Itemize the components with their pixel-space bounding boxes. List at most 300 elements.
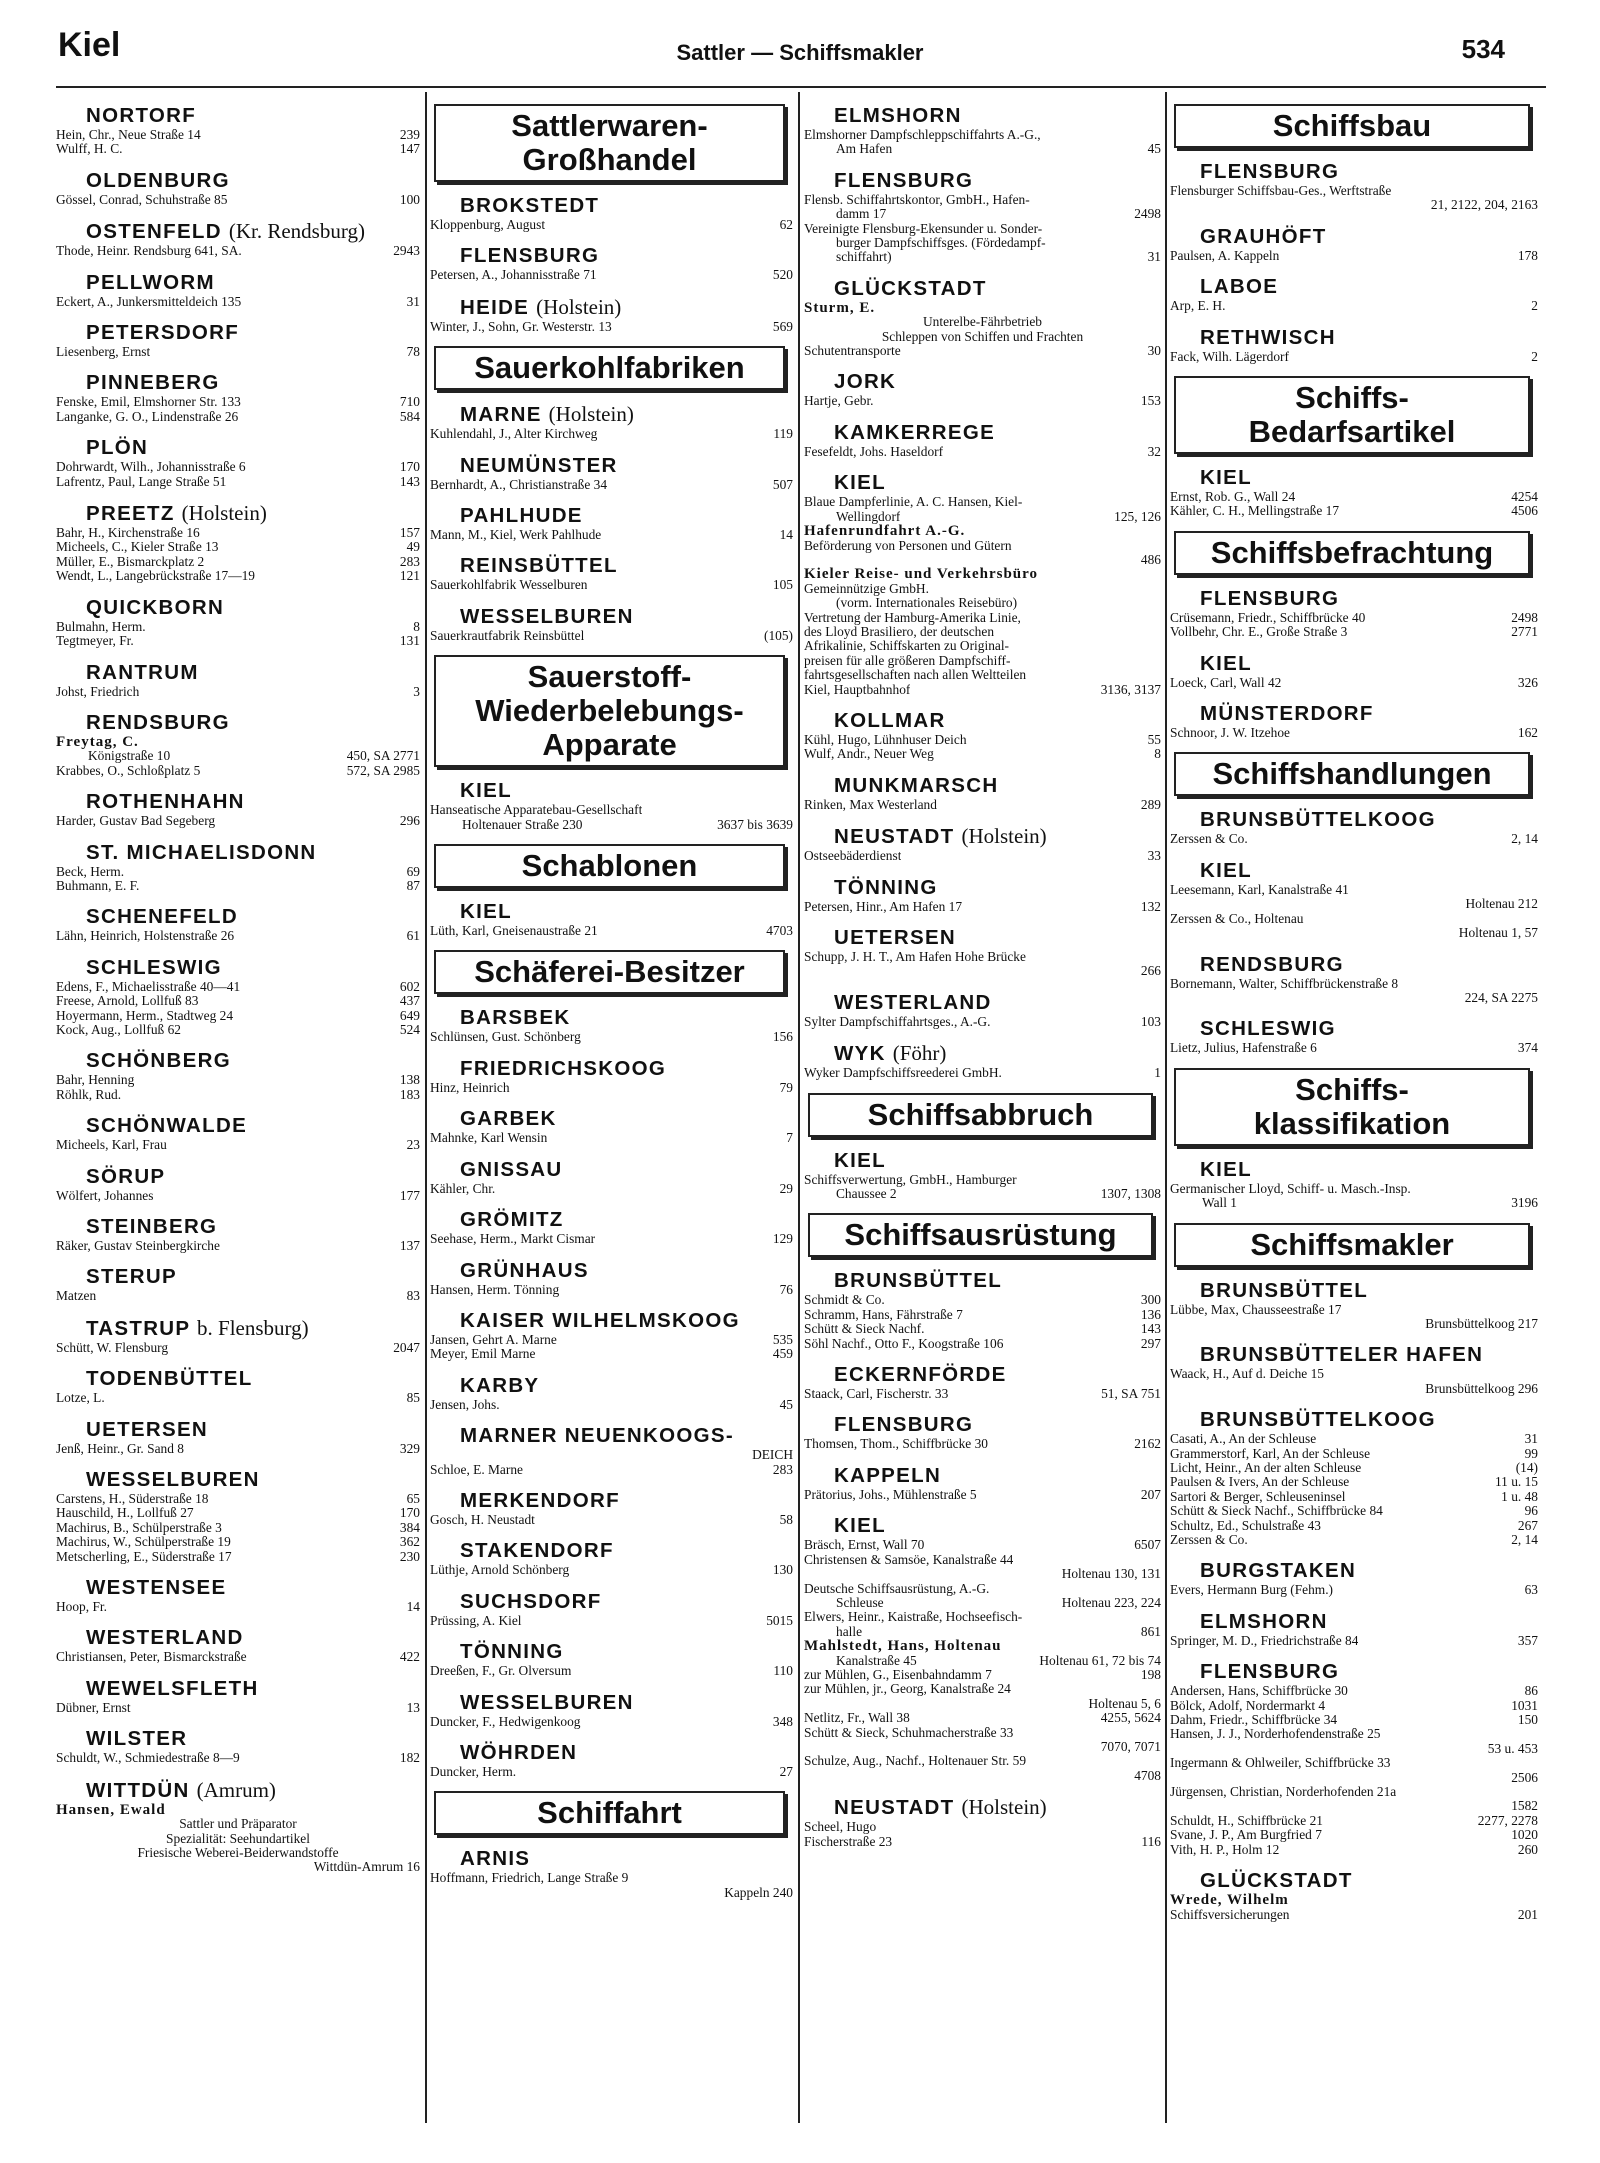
section-heading: Schiffs- Bedarfsartikel: [1174, 376, 1530, 454]
entry-text: Lübbe, Max, Chausseestraße 17: [1170, 1302, 1342, 1317]
entry-text: Holtenau 1, 57: [1458, 926, 1538, 941]
list-item: [804, 1015, 1161, 1029]
entry-text: Kähler, C. H., Mellingstraße 17: [1170, 504, 1340, 519]
column-divider: [798, 92, 800, 2123]
entry-text: Sturm, E.: [804, 300, 876, 316]
entry-phone: 143: [399, 473, 420, 489]
list-item: [1170, 625, 1538, 639]
place-name: KAMKERREGE: [834, 420, 996, 444]
list-item: [804, 1293, 1161, 1307]
entry-phone: 177: [399, 1187, 420, 1203]
list-item: [430, 1715, 793, 1729]
list-item: [1170, 1447, 1538, 1461]
entry-text: Duncker, F., Hedwigenkoog: [430, 1714, 581, 1729]
list-item: [804, 553, 1161, 567]
entry-phone: 326: [1517, 674, 1538, 690]
list-item: [804, 1769, 1161, 1783]
entry-text: Schleppen von Schiffen und Frachten: [881, 329, 1084, 344]
entry-text: damm 17: [836, 207, 887, 222]
entry-phone: 116: [1141, 1833, 1161, 1849]
entry-phone: 4506: [1511, 503, 1538, 519]
list-item: [1170, 991, 1538, 1005]
list-item: [804, 344, 1161, 358]
entry-text: Fischerstraße 23: [804, 1834, 893, 1849]
entry-phone: 63: [1524, 1582, 1538, 1598]
list-item: [1170, 249, 1538, 263]
section-heading: Schiffsausrüstung: [808, 1213, 1153, 1257]
entry-text: Schuldt, W., Schmiedestraße 8—9: [56, 1751, 240, 1766]
entry-phone: 3196: [1511, 1195, 1538, 1211]
entry-text: Evers, Hermann Burg (Fehm.): [1170, 1583, 1334, 1598]
entry-text: Müller, E., Bismarckplatz 2: [56, 554, 205, 569]
place-heading: [1200, 652, 1538, 676]
place-heading: [460, 1691, 793, 1715]
entry-phone: 362: [399, 1534, 420, 1550]
entry-text: Gössel, Conrad, Schuhstraße 85: [56, 192, 228, 207]
entry-text: burger Dampfschiffsges. (Fördedampf-: [836, 236, 1046, 251]
place-name: QUICKBORN: [86, 595, 225, 619]
entry-text: Elwers, Heinr., Kaistraße, Hochseefisch-: [804, 1610, 1023, 1625]
place-name: FLENSBURG: [460, 244, 600, 268]
place-heading: [86, 436, 420, 460]
place-heading: [834, 169, 1161, 193]
entry-text: Freytag, C.: [56, 734, 139, 750]
list-item: [56, 1341, 420, 1355]
list-item: [1170, 350, 1538, 364]
entry-phone: [1155, 1726, 1161, 1740]
entry-text: (vorm. Internationales Reisebüro): [836, 596, 1018, 611]
entry-phone: [1532, 977, 1538, 991]
place-heading: [460, 244, 793, 268]
place-name: NEUSTADT: [834, 1796, 955, 1820]
place-name: WILSTER: [86, 1727, 188, 1751]
entry-phone: 267: [1517, 1517, 1538, 1533]
place-heading: [1200, 1660, 1538, 1684]
entry-phone: 33: [1147, 848, 1161, 864]
entry-phone: 1031: [1511, 1697, 1538, 1713]
entry-text: Waack, H., Auf d. Deiche 15: [1170, 1367, 1324, 1382]
entry-text: Königstraße 10: [88, 749, 171, 764]
list-item: [1170, 1490, 1538, 1504]
entry-phone: [1155, 1820, 1161, 1834]
entry-phone: [1532, 1785, 1538, 1799]
place-heading: [1200, 326, 1538, 350]
entry-phone: 283: [399, 553, 420, 569]
place-name: SCHLESWIG: [1200, 1017, 1336, 1041]
section-heading: Sattlerwaren- Großhandel: [434, 104, 785, 182]
entry-text: Kappeln 240: [724, 1885, 793, 1900]
place-name: REINSBÜTTEL: [460, 554, 618, 578]
entry-text: Hoop, Fr.: [56, 1600, 107, 1615]
entry-phone: 55: [1147, 731, 1161, 747]
entry-text: 266: [1140, 964, 1161, 979]
entry-text: Schütt & Sieck Nachf.: [804, 1322, 925, 1337]
entry-text: Fack, Wilh. Lägerdorf: [1170, 349, 1289, 364]
list-item: [430, 818, 793, 832]
list-item: [56, 814, 420, 828]
entry-text: Freese, Arnold, Lollfuß 83: [56, 994, 199, 1009]
list-item: [1170, 299, 1538, 313]
list-item: [56, 1751, 420, 1765]
entry-text: Hansen, Herm. Tönning: [430, 1282, 560, 1297]
list-item: [430, 427, 793, 441]
list-item: [56, 410, 420, 424]
entry-text: Arp, E. H.: [1170, 299, 1226, 314]
entry-phone: [1155, 495, 1161, 509]
place-heading: [86, 1727, 420, 1751]
entry-phone: 2, 14: [1511, 1532, 1538, 1547]
list-item: [430, 1131, 793, 1145]
entry-text: Kähler, Chr.: [430, 1181, 496, 1196]
entry-text: Lietz, Julius, Hafenstraße 6: [1170, 1041, 1317, 1056]
column-divider: [425, 92, 427, 2123]
entry-phone: 78: [406, 344, 420, 360]
place-name: GRÜNHAUS: [460, 1258, 589, 1282]
list-item: [430, 1333, 793, 1347]
entry-phone: [1155, 1639, 1161, 1653]
place-name: MÜNSTERDORF: [1200, 702, 1374, 726]
place-name: GARBEK: [460, 1107, 557, 1131]
entry-phone: 207: [1140, 1486, 1161, 1502]
place-heading: [834, 1149, 1161, 1173]
list-item: [56, 1391, 420, 1405]
entry-phone: (14): [1515, 1459, 1538, 1475]
list-item: [1170, 611, 1538, 625]
entry-phone: 131: [399, 633, 420, 649]
entry-text: Paulsen, A. Kappeln: [1170, 248, 1280, 263]
entry-text: Zerssen & Co., Holtenau: [1170, 911, 1304, 926]
place-heading: [86, 596, 420, 620]
place-name: GRÖMITZ: [460, 1208, 564, 1232]
entry-text: Hauschild, H., Lollfuß 27: [56, 1506, 194, 1521]
list-item: [56, 1492, 420, 1506]
place-name: ARNIS: [460, 1847, 531, 1871]
place-name: BRUNSBÜTTEL: [834, 1269, 1003, 1293]
place-name: BROKSTEDT: [460, 194, 600, 217]
entry-phone: 29: [779, 1180, 793, 1196]
place-name: STEINBERG: [86, 1215, 218, 1238]
list-item: [804, 798, 1161, 812]
entry-phone: 121: [399, 568, 420, 584]
entry-phone: 329: [399, 1440, 420, 1456]
entry-text: Micheels, Karl, Frau: [56, 1138, 167, 1153]
entry-phone: 524: [399, 1021, 420, 1037]
list-item: [804, 950, 1161, 964]
list-item: [56, 460, 420, 474]
place-name: KOLLMAR: [834, 708, 946, 732]
entry-phone: 100: [399, 191, 420, 207]
list-item: [804, 315, 1161, 329]
entry-text: Schuldt, H., Schiffbrücke 21: [1170, 1813, 1323, 1828]
place-heading: [834, 709, 1161, 733]
entry-text: Germanischer Lloyd, Schiff- u. Masch.-Insp.: [1170, 1181, 1411, 1196]
entry-phone: 300: [1140, 1292, 1161, 1308]
entry-text: Fenske, Emil, Elmshorner Str. 133: [56, 395, 241, 410]
list-item: [1170, 1634, 1538, 1648]
list-item: [804, 683, 1161, 697]
entry-text: Rinken, Max Westerland: [804, 797, 937, 812]
entry-phone: 14: [779, 527, 793, 543]
place-heading: [460, 1539, 793, 1563]
entry-text: Söhl Nachf., Otto F., Koogstraße 106: [804, 1336, 1004, 1351]
place-qualifier: (Holstein): [548, 402, 634, 427]
place-qualifier: (Föhr): [892, 1041, 947, 1066]
list-item: [1170, 1182, 1538, 1196]
entry-phone: [1155, 625, 1161, 639]
entry-text: Lüthje, Arnold Schönberg: [430, 1563, 570, 1578]
list-item: [804, 900, 1161, 914]
place-heading: [1200, 1559, 1538, 1583]
list-item: [1170, 897, 1538, 911]
place-heading: [834, 421, 1161, 445]
list-item: [1170, 1041, 1538, 1055]
entry-text: Dahm, Friedr., Schiffbrücke 34: [1170, 1713, 1338, 1728]
place-name: WITTDÜN: [86, 1778, 190, 1802]
list-item: [804, 611, 1161, 625]
place-heading: [86, 1316, 420, 1341]
entry-phone: 76: [779, 1281, 793, 1297]
list-item: [804, 1639, 1161, 1653]
list-item: [1170, 184, 1538, 198]
entry-text: Afrikalinie, Schiffskarten zu Original-: [804, 639, 1010, 654]
place-heading: [86, 1215, 420, 1239]
entry-phone: [414, 1803, 420, 1817]
entry-text: Jenß, Heinr., Gr. Sand 8: [56, 1441, 184, 1456]
entry-phone: 162: [1517, 725, 1538, 741]
list-item: [56, 1600, 420, 1614]
entry-phone: 31: [1524, 1431, 1538, 1447]
place-name: KIEL: [1200, 651, 1252, 675]
place-name: KAPPELN: [834, 1463, 942, 1487]
entry-phone: 4254: [1511, 489, 1538, 505]
place-name: BURGSTAKEN: [1200, 1559, 1357, 1583]
entry-phone: 357: [1517, 1632, 1538, 1648]
place-name: KIEL: [834, 1148, 886, 1172]
entry-text: Dohrwardt, Wilh., Johannisstraße 6: [56, 460, 246, 475]
list-item: [1170, 1317, 1538, 1331]
entry-phone: 297: [1140, 1335, 1161, 1351]
column-4: [1170, 92, 1538, 2123]
place-heading: [460, 1590, 793, 1614]
list-item: [56, 569, 420, 583]
entry-phone: [1532, 1303, 1538, 1317]
list-item: [430, 1563, 793, 1577]
entry-text: Brunsbüttelkoog 296: [1425, 1381, 1538, 1396]
entry-text: Meyer, Emil Marne: [430, 1347, 536, 1362]
list-item: [1170, 977, 1538, 991]
place-heading: [460, 1006, 793, 1030]
place-name: KAISER WILHELMSKOOG: [460, 1308, 740, 1332]
entry-phone: 289: [1140, 796, 1161, 812]
entry-text: Holtenauer Straße 230: [462, 817, 583, 832]
place-name: STAKENDORF: [460, 1539, 614, 1563]
list-item: [430, 218, 793, 232]
entry-text: Sattler und Präparator: [179, 1817, 297, 1832]
list-item: [430, 1765, 793, 1779]
place-heading: [86, 321, 420, 345]
list-item: [430, 320, 793, 334]
place-heading: [86, 790, 420, 814]
list-item: [804, 301, 1161, 315]
list-item: [56, 1088, 420, 1102]
list-item: [1170, 1533, 1538, 1547]
entry-phone: 156: [772, 1029, 793, 1045]
place-heading: [460, 1489, 793, 1513]
entry-phone: 198: [1140, 1666, 1161, 1682]
entry-phone: [1155, 1553, 1161, 1567]
list-item: [1170, 926, 1538, 940]
place-name: TÖNNING: [460, 1640, 564, 1664]
list-item: [1170, 1742, 1538, 1756]
list-item: [56, 879, 420, 893]
place-name: GRAUHÖFT: [1200, 224, 1327, 248]
entry-text: Beförderung von Personen und Gütern: [804, 538, 1012, 553]
place-name: PLÖN: [86, 436, 149, 460]
entry-text: Schultz, Ed., Schulstraße 43: [1170, 1518, 1321, 1533]
entry-phone: 520: [772, 267, 793, 283]
list-item: [804, 1668, 1161, 1682]
entry-phone: (105): [763, 627, 793, 643]
entry-text: DEICH: [752, 1448, 793, 1463]
entry-text: Kieler Reise- und Verkehrsbüro: [804, 567, 1039, 582]
list-item: [1170, 676, 1538, 690]
entry-text: Schütt, W. Flensburg: [56, 1340, 169, 1355]
list-item: [804, 964, 1161, 978]
place-qualifier: (Holstein): [961, 824, 1047, 849]
place-name: BRUNSBÜTTELER HAFEN: [1200, 1343, 1484, 1367]
entry-phone: 132: [1140, 898, 1161, 914]
place-heading: [460, 1107, 793, 1131]
list-item: [56, 1023, 420, 1037]
entry-text: Micheels, C., Kieler Straße 13: [56, 540, 219, 555]
entry-phone: 7: [786, 1130, 793, 1146]
entry-text: Buhmann, E. F.: [56, 878, 140, 893]
list-item: [1170, 883, 1538, 897]
entry-phone: 153: [1140, 393, 1161, 409]
list-item: [56, 526, 420, 540]
place-heading: [460, 1057, 793, 1081]
list-item: [56, 540, 420, 554]
entry-phone: 1 u. 48: [1501, 1488, 1538, 1504]
list-item: [804, 567, 1161, 581]
entry-text: preisen für alle größeren Dampfschiff-: [804, 653, 1011, 668]
entry-text: Hein, Chr., Neue Straße 14: [56, 128, 201, 142]
list-item: [804, 207, 1161, 221]
list-item: [1170, 1475, 1538, 1489]
place-qualifier: (Holstein): [536, 294, 622, 319]
entry-text: Schupp, J. H. T., Am Hafen Hohe Brücke: [804, 950, 1026, 964]
section-heading: Schiffshandlungen: [1174, 752, 1530, 796]
place-name: BRUNSBÜTTELKOOG: [1200, 1408, 1436, 1432]
entry-text: Petersen, Hinr., Am Hafen 17: [804, 899, 963, 914]
place-heading: [460, 1374, 793, 1398]
place-heading: [1200, 1279, 1538, 1303]
entry-text: Zerssen & Co.: [1170, 832, 1248, 847]
list-item: [804, 639, 1161, 653]
list-item: [56, 865, 420, 879]
entry-phone: 569: [772, 318, 793, 334]
entry-phone: 13: [406, 1699, 420, 1715]
entry-phone: 507: [772, 476, 793, 492]
entry-text: Mahnke, Karl Wensin: [430, 1131, 548, 1146]
list-item: [804, 394, 1161, 408]
entry-text: Ingermann & Ohlweiler, Schiffbrücke 33: [1170, 1756, 1391, 1771]
list-item: [804, 654, 1161, 668]
place-heading: [460, 554, 793, 578]
list-item: [804, 1488, 1161, 1502]
entry-phone: 99: [1524, 1445, 1538, 1461]
place-heading: [460, 194, 793, 218]
entry-phone: 103: [1140, 1013, 1161, 1029]
place-name: WESTERLAND: [834, 990, 992, 1014]
entry-text: Vertretung der Hamburg-Amerika Linie,: [804, 610, 1021, 625]
place-name: KIEL: [460, 900, 512, 924]
entry-phone: 2771: [1511, 624, 1538, 640]
place-heading: [834, 1269, 1161, 1293]
entry-text: Schulze, Aug., Nachf., Holtenauer Str. 59: [804, 1754, 1027, 1769]
entry-phone: [1155, 596, 1161, 610]
entry-text: Dübner, Ernst: [56, 1700, 131, 1715]
entry-text: Bölck, Adolf, Nordermarkt 4: [1170, 1698, 1326, 1713]
entry-phone: 45: [1147, 141, 1161, 157]
entry-text: Lüth, Karl, Gneisenaustraße 21: [430, 924, 598, 939]
place-heading: [834, 277, 1161, 301]
entry-text: Beck, Herm.: [56, 864, 125, 879]
place-name: SCHÖNBERG: [86, 1049, 231, 1073]
entry-phone: 2: [1531, 348, 1538, 364]
entry-phone: [1155, 1610, 1161, 1624]
list-item: [1170, 1814, 1538, 1828]
list-item: [1170, 1756, 1538, 1770]
list-item: [56, 994, 420, 1008]
place-heading: [834, 1514, 1161, 1538]
list-item: [804, 1553, 1161, 1567]
entry-phone: 230: [399, 1548, 420, 1564]
entry-text: Scheel, Hugo: [804, 1820, 877, 1835]
entry-text: Kühl, Hugo, Lühnhuser Deich: [804, 732, 967, 747]
place-heading: [834, 1464, 1161, 1488]
entry-text: Hanseatische Apparatebau-Gesellschaft: [430, 803, 643, 818]
list-item: [1170, 1432, 1538, 1446]
entry-phone: 1020: [1511, 1827, 1538, 1843]
list-item: [56, 1550, 420, 1564]
list-item: [56, 1846, 420, 1860]
entry-phone: 178: [1517, 247, 1538, 263]
entry-phone: 147: [399, 141, 420, 157]
entry-phone: 27: [779, 1763, 793, 1779]
section-heading: Schiffahrt: [434, 1791, 785, 1835]
entry-phone: 69: [406, 863, 420, 879]
entry-text: Deutsche Schiffsausrüstung, A.-G.: [804, 1581, 990, 1596]
entry-text: Eckert, A., Junkersmitteldeich 135: [56, 294, 242, 309]
entry-text: Sylter Dampfschiffahrtsges., A.-G.: [804, 1014, 991, 1029]
entry-text: Schiffsverwertung, GmbH., Hamburger: [804, 1172, 1017, 1187]
place-name: GNISSAU: [460, 1157, 563, 1181]
entry-phone: [1155, 639, 1161, 653]
place-heading: [834, 1041, 1161, 1066]
entry-text: Vollbehr, Chr. E., Große Straße 3: [1170, 625, 1348, 640]
place-name: ROTHENHAHN: [86, 790, 245, 814]
place-name: MARNER NEUENKOOGS-: [460, 1424, 734, 1448]
entry-phone: 3136, 3137: [1100, 681, 1161, 697]
entry-text: 21, 2122, 204, 2163: [1430, 198, 1538, 213]
place-heading: [834, 471, 1161, 495]
entry-text: Lähn, Heinrich, Holstenstraße 26: [56, 929, 235, 944]
list-item: [56, 1138, 420, 1152]
list-item: [430, 478, 793, 492]
list-item: [804, 1187, 1161, 1201]
header-rule: [56, 86, 1546, 88]
